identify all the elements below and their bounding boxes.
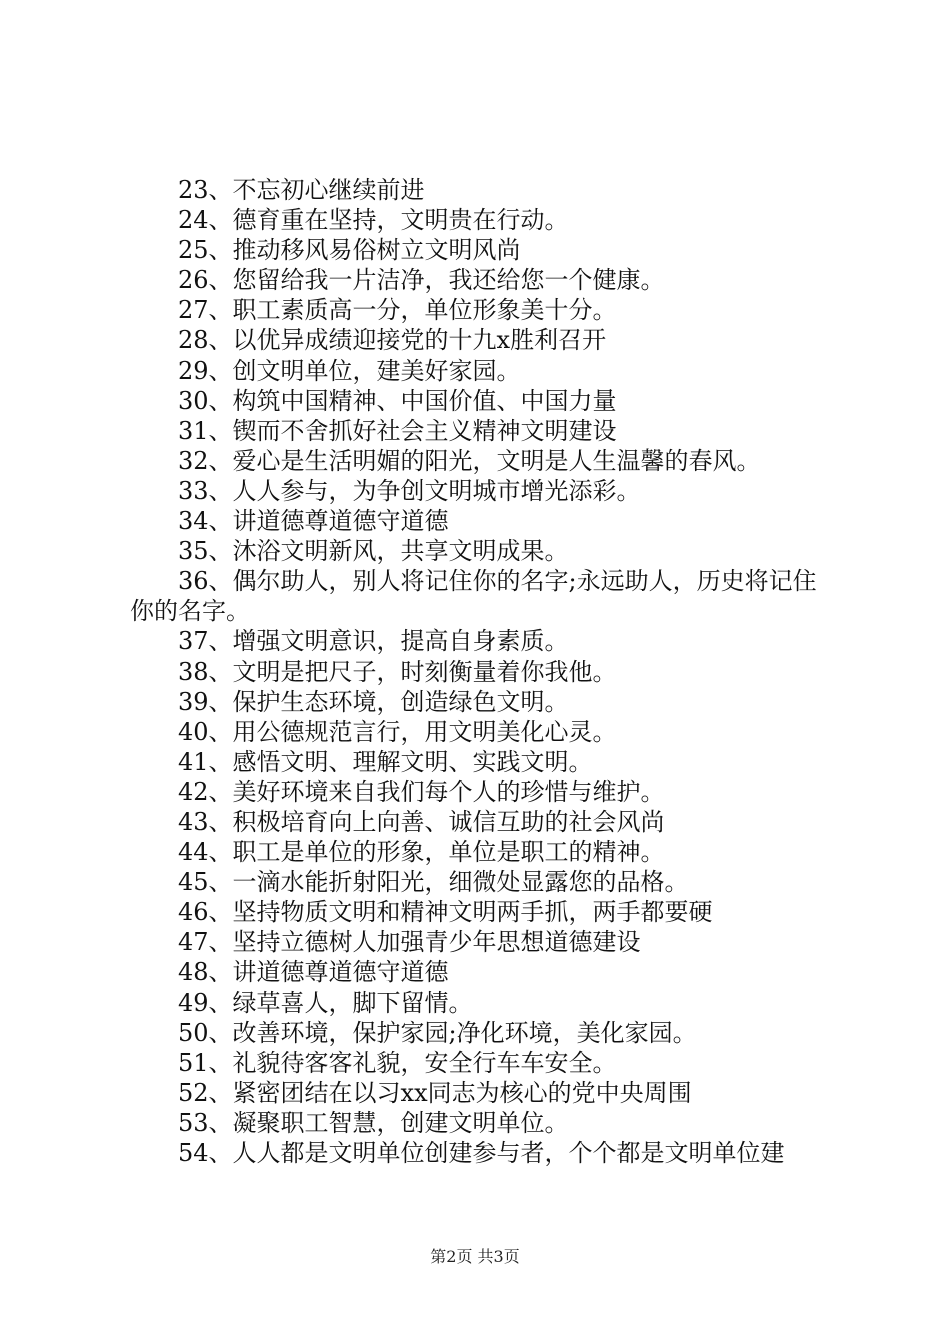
paragraph: 28、以优异成绩迎接党的十九x胜利召开: [178, 326, 607, 355]
paragraph: 43、积极培育向上向善、诚信互助的社会风尚: [178, 807, 665, 836]
paragraph: 52、紧密团结在以习xx同志为核心的党中央周围: [178, 1078, 692, 1107]
paragraph: 36、偶尔助人，别人将记住你的名字;永远助人，历史将记住你的名字。: [130, 567, 817, 626]
document-body: [130, 175, 840, 1168]
paragraph: 53、凝聚职工智慧，创建文明单位。: [178, 1108, 569, 1137]
paragraph: 24、德育重在坚持，文明贵在行动。: [178, 206, 569, 235]
paragraph: 29、创文明单位，建美好家园。: [178, 356, 521, 385]
paragraph: 32、爱心是生活明媚的阳光，文明是人生温馨的春风。: [178, 446, 761, 475]
paragraph: 38、文明是把尺子，时刻衡量着你我他。: [178, 657, 617, 686]
paragraph: 39、保护生态环境，创造绿色文明。: [178, 687, 569, 716]
paragraph: 40、用公德规范言行，用文明美化心灵。: [178, 717, 617, 746]
paragraph: 33、人人参与，为争创文明城市增光添彩。: [178, 476, 641, 505]
paragraph: 34、讲道德尊道德守道德: [178, 507, 449, 536]
paragraph: 44、职工是单位的形象，单位是职工的精神。: [178, 838, 665, 867]
paragraph: 31、锲而不舍抓好社会主义精神文明建设: [178, 416, 617, 445]
paragraph: 27、职工素质高一分，单位形象美十分。: [178, 296, 617, 325]
paragraph: 23、不忘初心继续前进: [178, 176, 425, 204]
paragraph: 30、构筑中国精神、中国价值、中国力量: [178, 386, 617, 415]
page-footer: 第2页 共3页: [430, 1247, 520, 1266]
paragraph: 46、坚持物质文明和精神文明两手抓，两手都要硬: [178, 898, 713, 927]
paragraph: 42、美好环境来自我们每个人的珍惜与维护。: [178, 777, 665, 806]
paragraph: 51、礼貌待客客礼貌，安全行车车安全。: [178, 1048, 617, 1077]
paragraph: 25、推动移风易俗树立文明风尚: [178, 236, 521, 265]
paragraph: 35、沐浴文明新风，共享文明成果。: [178, 537, 569, 566]
paragraph: 49、绿草喜人，脚下留情。: [178, 988, 473, 1017]
paragraph: 26、您留给我一片洁净，我还给您一个健康。: [178, 266, 665, 295]
paragraph: 48、讲道德尊道德守道德: [178, 958, 449, 987]
paragraph: 45、一滴水能折射阳光，细微处显露您的品格。: [178, 868, 689, 897]
paragraph: 41、感悟文明、理解文明、实践文明。: [178, 747, 593, 776]
paragraph: 37、增强文明意识，提高自身素质。: [178, 627, 569, 656]
paragraph: 54、人人都是文明单位创建参与者，个个都是文明单位建: [178, 1139, 785, 1167]
paragraph: 47、坚持立德树人加强青少年思想道德建设: [178, 928, 641, 957]
paragraph: 50、改善环境，保护家园;净化环境，美化家园。: [178, 1018, 697, 1047]
